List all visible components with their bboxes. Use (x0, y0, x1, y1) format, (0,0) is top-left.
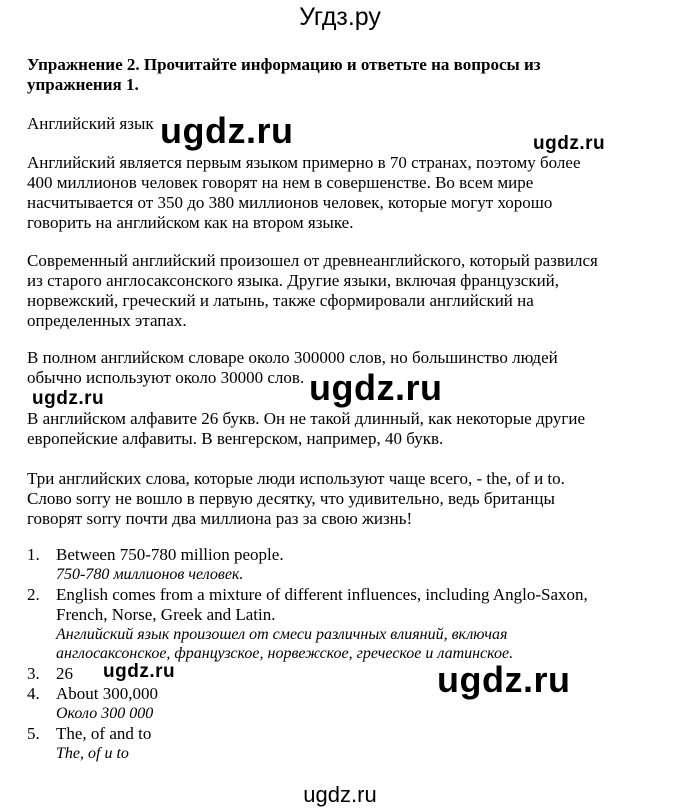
answer-1-translation: 750-780 миллионов человек. (56, 566, 244, 583)
answer-1-text: Between 750-780 million people. (56, 545, 284, 564)
paragraph-5-line-1: Три английских слова, которые люди используют чаще всего, - the, of и to. (27, 469, 565, 488)
answer-2-number: 2. (27, 585, 40, 604)
answer-4-translation: Около 300 000 (56, 705, 154, 722)
answer-2-translation-line-2: англосаксонское, французское, норвежское, греческое и латинское. (56, 645, 514, 662)
paragraph-4-line-1: В английском алфавите 26 букв. Он не такой длинный, как некоторые другие (27, 409, 585, 428)
answer-2-text-line-2: French, Norse, Greek and Latin. (56, 605, 276, 624)
paragraph-1-line-1: Английский является первым языком примерно в 70 странах, поэтому более (27, 153, 581, 172)
watermark-large-1: ugdz.ru (160, 110, 294, 151)
paragraph-2-line-2: из старого англосаксонского языка. Другие языки, включая французский, (27, 271, 560, 290)
paragraph-2-line-1: Современный английский произошел от древнеанглийского, который развился (27, 251, 598, 270)
answer-2-translation-line-1: Английский язык произошел от смеси различных влияний, включая (56, 626, 508, 643)
site-header: Угдз.ру (299, 3, 381, 31)
answer-5-number: 5. (27, 724, 40, 743)
paragraph-5-line-2: Слово sorry не вошло в первую десятку, что удивительно, ведь британцы (27, 489, 555, 508)
watermark-small-2: ugdz.ru (32, 388, 105, 409)
paragraph-5-line-3: говорят sorry почти два миллиона раз за свою жизнь! (27, 509, 413, 528)
paragraph-2-line-3: норвежский, греческий и латынь, также сформировали английский на (27, 291, 534, 310)
task-title-line-2: упражнения 1. (27, 75, 139, 94)
watermark-small-3: ugdz.ru (103, 661, 176, 682)
article-heading: Английский язык (27, 114, 154, 133)
task-title-line-1: Упражнение 2. Прочитайте информацию и ответьте на вопросы из (27, 55, 541, 74)
watermark-small-1: ugdz.ru (533, 133, 606, 154)
paragraph-3-line-1: В полном английском словаре около 300000 слов, но большинство людей (27, 348, 558, 367)
watermark-large-3: ugdz.ru (437, 659, 571, 700)
site-footer: ugdz.ru (303, 782, 377, 807)
answer-3-number: 3. (27, 664, 40, 683)
answer-4-number: 4. (27, 684, 40, 703)
answer-2-text-line-1: English comes from a mixture of different influences, including Anglo-Saxon, (56, 585, 588, 604)
paragraph-1-line-4: говорить на английском как на втором языке. (27, 213, 354, 232)
task-title (27, 55, 541, 95)
paragraph-2-line-4: определенных этапах. (27, 311, 187, 330)
paragraph-3-line-2: обычно используют около 30000 слов. (27, 368, 305, 387)
paragraph-1-line-3: насчитывается от 350 до 380 миллионов человек, которые могут хорошо (27, 193, 553, 212)
answer-1-number: 1. (27, 545, 40, 564)
answer-5-translation: The, of и to (56, 745, 129, 762)
paragraph-1-line-2: 400 миллионов человек говорят на нем в совершенстве. Во всем мире (27, 173, 534, 192)
answer-3-text: 26 (56, 664, 73, 683)
watermark-large-2: ugdz.ru (309, 367, 443, 408)
answer-4-text: About 300,000 (56, 684, 158, 703)
answer-5-text: The, of and to (56, 724, 152, 743)
paragraph-4-line-2: европейские алфавиты. В венгерском, например, 40 букв. (27, 429, 444, 448)
